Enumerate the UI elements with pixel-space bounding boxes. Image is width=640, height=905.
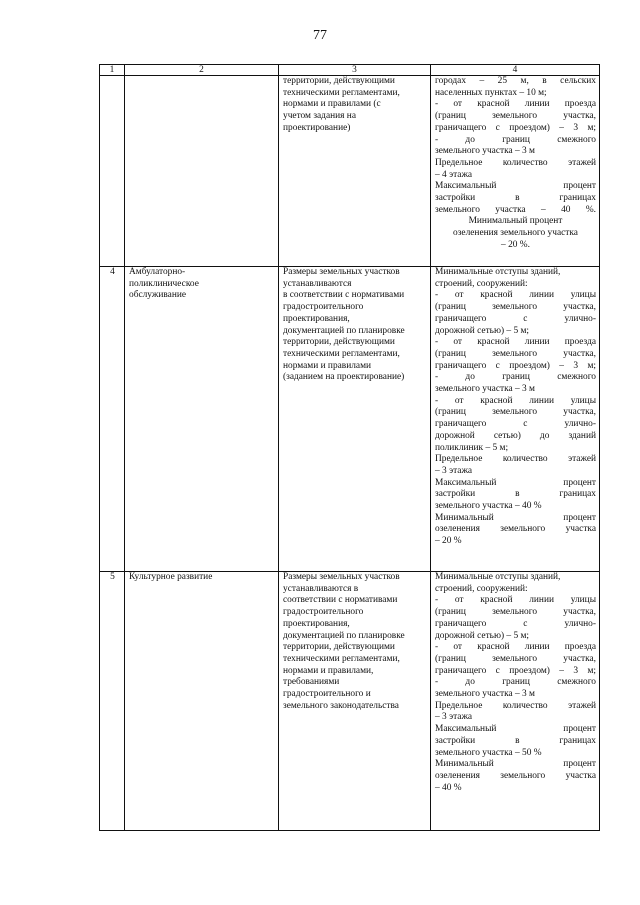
cell-line: – 3 этажа [435,712,473,723]
header-col-2: 2 [125,65,279,76]
plot-size-cell [279,572,431,831]
cell-line: поликлиник – 5 м; [435,442,509,453]
plot-size-cell [279,76,431,267]
cell-line: проектирования, [283,313,350,324]
cell-line: документацией по планировке [283,325,405,336]
cell-line: Минимальный процент [435,512,596,523]
cell-line: соответствии с нормативами [283,595,398,606]
parameters-cell [431,267,600,572]
cell-line: - от красной линии улицы [435,290,596,301]
table-row [100,267,600,572]
cell-line: - от красной линии проезда [435,337,596,348]
cell-line: Амбулаторно- [129,267,186,277]
cell-line: населенных пунктах – 10 м; [435,87,547,98]
cell-line: земельного участка – 50 % [435,747,542,758]
cell-line: граничащего с улично- [435,313,596,324]
cell-line: техническими регламентами, [283,348,400,359]
cell-line: граничащего с улично- [435,419,596,430]
row-number [100,76,125,267]
cell-line: (границ земельного участка, [435,407,596,418]
header-col-4: 4 [431,65,600,76]
cell-line: (заданием на проектирование) [283,372,405,383]
cell-line: строений, сооружений: [435,278,528,289]
cell-line: устанавливаются [283,278,352,289]
cell-line: озеленения земельного участка [453,228,578,239]
cell-line: земельного участка – 3 м [435,689,535,700]
cell-line: озеленения земельного участка [435,770,596,781]
parameters-cell [431,76,600,267]
cell-line: Минимальный процент [435,759,596,770]
cell-line: земельного участка – 3 м [435,384,535,395]
header-col-3: 3 [279,65,431,76]
cell-line: нормами и правилами [283,360,372,371]
land-use-type-cell [125,572,279,831]
header-row [100,65,600,76]
header-col-1: 1 [100,65,125,76]
cell-line: Максимальный процент [435,724,596,735]
cell-line: Размеры земельных участков [283,572,400,582]
cell-line: застройки в границах [435,735,596,746]
cell-line: территории, действующими [283,337,395,348]
cell-line: земельного участка – 40 % [435,501,542,512]
cell-line: граничащего с проездом) – 3 м; [435,122,596,133]
cell-line: – 20 %. [501,239,530,250]
cell-line: - от красной линии проезда [435,642,596,653]
regulations-table [99,64,600,831]
cell-line: земельного законодательства [283,700,399,711]
cell-line: Культурное развитие [129,572,213,582]
cell-line: поликлиническое [129,278,199,289]
cell-line: – 40 % [435,782,462,793]
cell-line: - от красной линии улицы [435,595,596,606]
cell-line: (границ земельного участка, [435,607,596,618]
cell-line: - от красной линии проезда [435,99,596,110]
cell-line: в соответствии с нормативами [283,290,405,301]
cell-line: территории, действующими [283,76,395,86]
cell-line: - до границ смежного [435,677,596,688]
cell-line: документацией по планировке [283,630,405,641]
cell-line: Минимальные отступы зданий, [435,267,561,277]
cell-line: (границ земельного участка, [435,653,596,664]
cell-line: устанавливаются в [283,583,359,594]
row-number: 4 [100,267,125,572]
cell-line: (границ земельного участка, [435,348,596,359]
cell-line: техническими регламентами, [283,653,400,664]
cell-line: нормами и правилами (с [283,99,381,110]
land-use-type-cell [125,267,279,572]
cell-line: Предельное количество этажей [435,700,596,711]
cell-line: требованиями [283,677,340,688]
cell-line: земельного участка – 40 %. [435,204,596,215]
cell-line: Предельное количество этажей [435,454,596,465]
cell-line: городах – 25 м, в сельских [435,76,596,86]
cell-line: Максимальный процент [435,181,596,192]
cell-line: граничащего с проездом) – 3 м; [435,665,596,676]
cell-line: дорожной сетью) до зданий [435,430,596,441]
cell-line: - от красной линии улицы [435,395,596,406]
cell-line: территории, действующими [283,642,395,653]
cell-line: дорожной сетью) – 5 м; [435,325,530,336]
cell-line: – 4 этажа [435,169,473,180]
plot-size-cell [279,267,431,572]
cell-line: – 3 этажа [435,465,473,476]
cell-line: - до границ смежного [435,372,596,383]
cell-line: земельного участка – 3 м [435,146,535,157]
cell-line: Максимальный процент [435,477,596,488]
cell-line: (границ земельного участка, [435,111,596,122]
parameters-cell [431,572,600,831]
cell-line: дорожной сетью) – 5 м; [435,630,530,641]
cell-line: граничащего с проездом) – 3 м; [435,360,596,371]
row-number: 5 [100,572,125,831]
cell-line: проектирование) [283,122,351,133]
cell-line: застройки в границах [435,193,596,204]
cell-line: - до границ смежного [435,134,596,145]
land-use-type-cell [125,76,279,267]
cell-line: озеленения земельного участка [435,524,596,535]
cell-line: – 20 % [435,536,462,547]
cell-line: градостроительного [283,607,364,618]
table-row [100,572,600,831]
cell-line: обслуживание [129,290,187,301]
cell-line: (границ земельного участка, [435,302,596,313]
cell-line: граничащего с улично- [435,618,596,629]
cell-line: Минимальные отступы зданий, [435,572,561,582]
cell-line: градостроительного [283,302,364,313]
cell-line: застройки в границах [435,489,596,500]
cell-line: нормами и правилами, [283,665,374,676]
cell-line: Размеры земельных участков [283,267,400,277]
cell-line: градостроительного и [283,689,371,700]
table-row [100,76,600,267]
cell-line: техническими регламентами, [283,87,400,98]
cell-line: Минимальный процент [468,216,563,227]
cell-line: учетом задания на [283,111,356,122]
page-number: 77 [313,28,327,43]
cell-line: Предельное количество этажей [435,157,596,168]
cell-line: проектирования, [283,618,350,629]
cell-line: строений, сооружений: [435,583,528,594]
